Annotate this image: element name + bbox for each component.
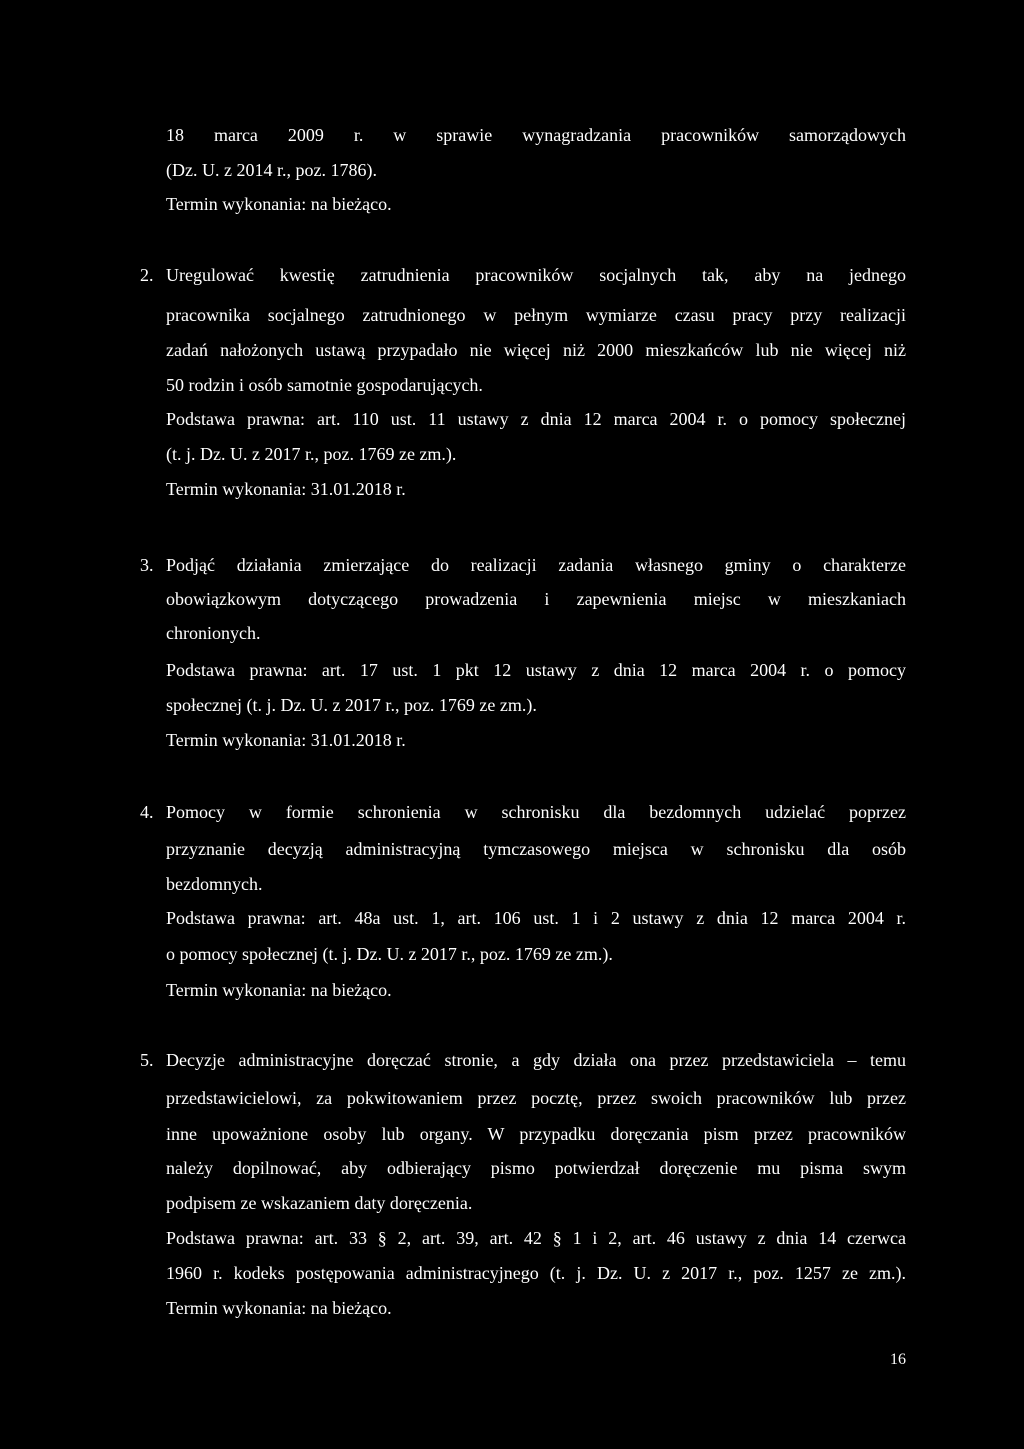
item-3-legal-basis-2: społecznej (t. j. Dz. U. z 2017 r., poz. 1769 ze zm.). [166,695,537,715]
item-2-line-4: 50 rodzin i osób samotnie gospodarujących. [166,375,483,395]
item-2-legal-basis-1: Podstawa prawna: art. 110 ust. 11 ustawy z dnia 12 marca 2004 r. o pomocy społecznej [166,409,906,429]
item-2-deadline: Termin wykonania: 31.01.2018 r. [166,479,406,499]
item-3-line-1: Podjąć działania zmierzające do realizacji zadania własnego gminy o charakterze [166,555,906,575]
item-4-line-2: przyznanie decyzją administracyjną tymczasowego miejsca w schronisku dla osób [166,839,906,859]
intro-deadline: Termin wykonania: na bieżąco. [166,194,392,214]
item-3-number: 3. [140,555,154,575]
item-5-line-2: przedstawicielowi, za pokwitowaniem przez pocztę, przez swoich pracowników lub przez [166,1088,906,1108]
page-number: 16 [890,1351,906,1368]
item-5-deadline: Termin wykonania: na bieżąco. [166,1298,392,1318]
item-5-line-1: Decyzje administracyjne doręczać stronie, a gdy działa ona przez przedstawiciela – temu [166,1050,906,1070]
item-5-line-5: podpisem ze wskazaniem daty doręczenia. [166,1193,473,1213]
item-4-line-1: Pomocy w formie schronienia w schronisku dla bezdomnych udzielać poprzez [166,802,906,822]
item-4-number: 4. [140,802,154,822]
item-2-line-3: zadań nałożonych ustawą przypadało nie więcej niż 2000 mieszkańców lub nie więcej niż [166,340,906,360]
item-3-deadline: Termin wykonania: 31.01.2018 r. [166,730,406,750]
item-2-legal-basis-2: (t. j. Dz. U. z 2017 r., poz. 1769 ze zm.). [166,444,457,464]
item-4-line-3: bezdomnych. [166,874,263,894]
item-5-legal-basis-2: 1960 r. kodeks postępowania administracyjnego (t. j. Dz. U. z 2017 r., poz. 1257 ze zm.). [166,1263,906,1283]
item-2-line-1: Uregulować kwestię zatrudnienia pracowników socjalnych tak, aby na jednego [166,265,906,285]
intro-line-2: (Dz. U. z 2014 r., poz. 1786). [166,160,377,180]
item-5-number: 5. [140,1050,154,1070]
item-4-deadline: Termin wykonania: na bieżąco. [166,980,392,1000]
item-2-number: 2. [140,265,154,285]
item-5-line-3: inne upoważnione osoby lub organy. W przypadku doręczania pism przez pracowników [166,1124,906,1144]
item-5-legal-basis-1: Podstawa prawna: art. 33 § 2, art. 39, art. 42 § 1 i 2, art. 46 ustawy z dnia 14 czerwca [166,1228,906,1248]
item-2-line-2: pracownika socjalnego zatrudnionego w pełnym wymiarze czasu pracy przy realizacji [166,305,906,325]
item-4-legal-basis-1: Podstawa prawna: art. 48a ust. 1, art. 106 ust. 1 i 2 ustawy z dnia 12 marca 2004 r. [166,908,906,928]
item-3-legal-basis-1: Podstawa prawna: art. 17 ust. 1 pkt 12 ustawy z dnia 12 marca 2004 r. o pomocy [166,660,906,680]
item-4-legal-basis-2: o pomocy społecznej (t. j. Dz. U. z 2017 r., poz. 1769 ze zm.). [166,944,613,964]
intro-line-1: 18 marca 2009 r. w sprawie wynagradzania pracowników samorządowych [166,125,906,145]
item-3-line-3: chronionych. [166,623,261,643]
item-5-line-4: należy dopilnować, aby odbierający pismo potwierdzał doręczenie mu pisma swym [166,1158,906,1178]
item-3-line-2: obowiązkowym dotyczącego prowadzenia i zapewnienia miejsc w mieszkaniach [166,589,906,609]
